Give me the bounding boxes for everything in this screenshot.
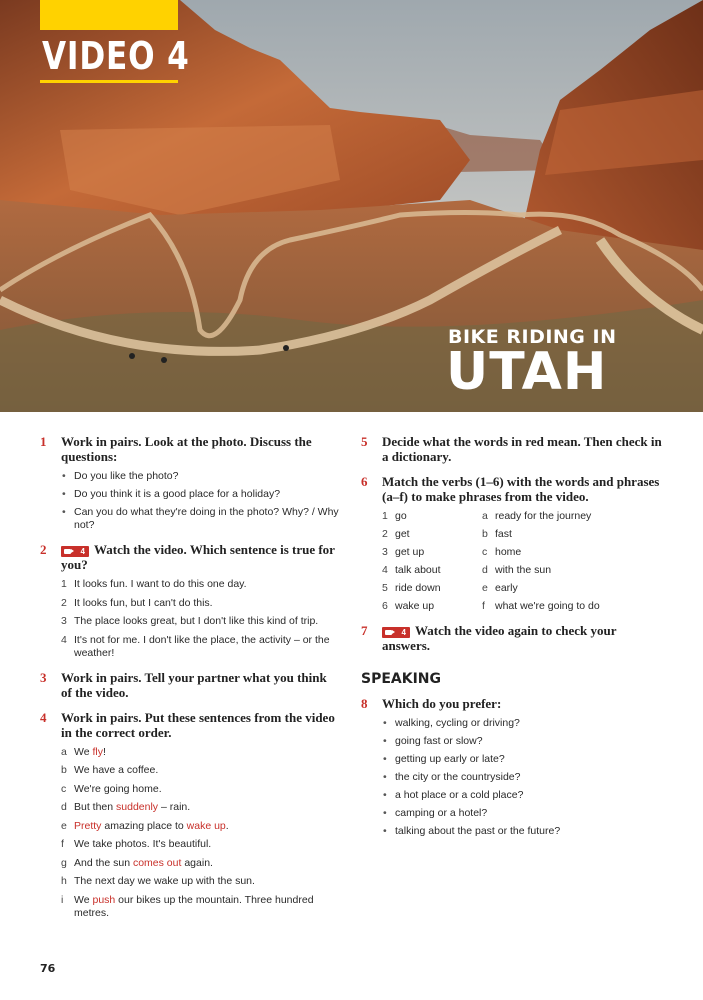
list-item: • talking about the past or the future? [382, 825, 666, 838]
matching-table [382, 510, 666, 613]
list-item: g And the sun comes out again. [61, 856, 213, 869]
exercise-7 [361, 623, 666, 653]
exercise-number: 5 [361, 434, 368, 449]
exercise-instruction: Watch the video. Which sentence is true for you? [61, 542, 335, 572]
exercise-number: 6 [361, 474, 368, 489]
exercise-8 [361, 696, 666, 838]
list-item: b We have a coffee. [61, 764, 159, 776]
video-title: VIDEO 4 [42, 34, 190, 78]
list-item: a We fly! [61, 745, 106, 758]
list-item: 4 It's not for me. I don't like the place, the activity – or the weather! [61, 633, 330, 659]
exercise-2 [40, 542, 340, 660]
table-row: 4 talk about d with the sun [382, 564, 552, 576]
exercise-number: 2 [40, 542, 47, 557]
table-row: 3 get up c home [382, 546, 522, 558]
chapter-tag-bar [40, 0, 178, 30]
video-camera-icon: 4 [61, 546, 89, 557]
title-underline [40, 80, 178, 83]
speaking-heading: SPEAKING [361, 671, 442, 687]
exercise-number: 7 [361, 623, 368, 638]
exercise-instruction: Watch the video again to check your answers. [382, 623, 617, 653]
list-item: 3 The place looks great, but I don't like this kind of trip. [61, 615, 319, 627]
exercise-instruction: Decide what the words in red mean. Then check in a dictionary. [382, 434, 662, 464]
list-item: f We take photos. It's beautiful. [61, 838, 212, 850]
table-row: 2 get b fast [382, 528, 512, 540]
list-item: • the city or the countryside? [382, 771, 666, 784]
list-item: • Do you think it is a good place for a holiday? [61, 488, 340, 501]
hero-subtitle: BIKE RIDING IN [448, 326, 617, 348]
hero-title: UTAH [446, 342, 608, 402]
exercise-3 [40, 670, 340, 700]
hero-photo [0, 0, 703, 412]
table-row: 1 go a ready for the journey [382, 510, 592, 522]
exercise-instruction: Work in pairs. Tell your partner what you think of the video. [61, 669, 327, 700]
list-item: • Can you do what they're doing in the photo? Why? / Why not? [61, 506, 340, 532]
list-item: • getting up early or late? [382, 753, 666, 766]
list-item: i We push our bikes up the mountain. Three hundred metres. [61, 893, 314, 919]
exercise-instruction: Work in pairs. Look at the photo. Discuss the questions: [61, 434, 312, 464]
exercise-number: 4 [40, 709, 47, 725]
exercise-4 [40, 710, 340, 920]
video-camera-icon: 4 [382, 627, 410, 638]
list-item: • Do you like the photo? [61, 470, 340, 483]
exercise-instruction: Match the verbs (1–6) with the words and phrases (a–f) to make phrases from the video. [382, 474, 660, 504]
list-item: e Pretty amazing place to wake up. [61, 819, 229, 832]
list-item: • going fast or slow? [382, 735, 666, 748]
list-item: 2 It looks fun, but I can't do this. [61, 596, 213, 609]
exercise-6 [361, 474, 666, 613]
list-item: • a hot place or a cold place? [382, 789, 666, 802]
table-row: 5 ride down e early [382, 582, 518, 594]
right-column [361, 434, 666, 848]
list-item: c We're going home. [61, 782, 162, 795]
left-column [40, 434, 340, 930]
list-item: • walking, cycling or driving? [382, 717, 666, 730]
exercise-instruction: Which do you prefer: [382, 696, 502, 711]
list-item: h The next day we wake up with the sun. [61, 875, 255, 887]
list-item: 1 It looks fun. I want to do this one day. [61, 578, 247, 590]
table-row: 6 wake up f what we're going to do [382, 600, 600, 612]
exercise-instruction: Work in pairs. Put these sentences from the video in the correct order. [61, 709, 335, 740]
list-item: d But then suddenly – rain. [61, 801, 191, 813]
exercise-5 [361, 434, 666, 464]
list-item: • camping or a hotel? [382, 807, 666, 820]
page-number: 76 [40, 962, 56, 975]
exercise-number: 1 [40, 434, 47, 449]
exercise-1 [40, 434, 340, 532]
exercise-number: 3 [40, 669, 47, 685]
exercise-number: 8 [361, 696, 368, 711]
